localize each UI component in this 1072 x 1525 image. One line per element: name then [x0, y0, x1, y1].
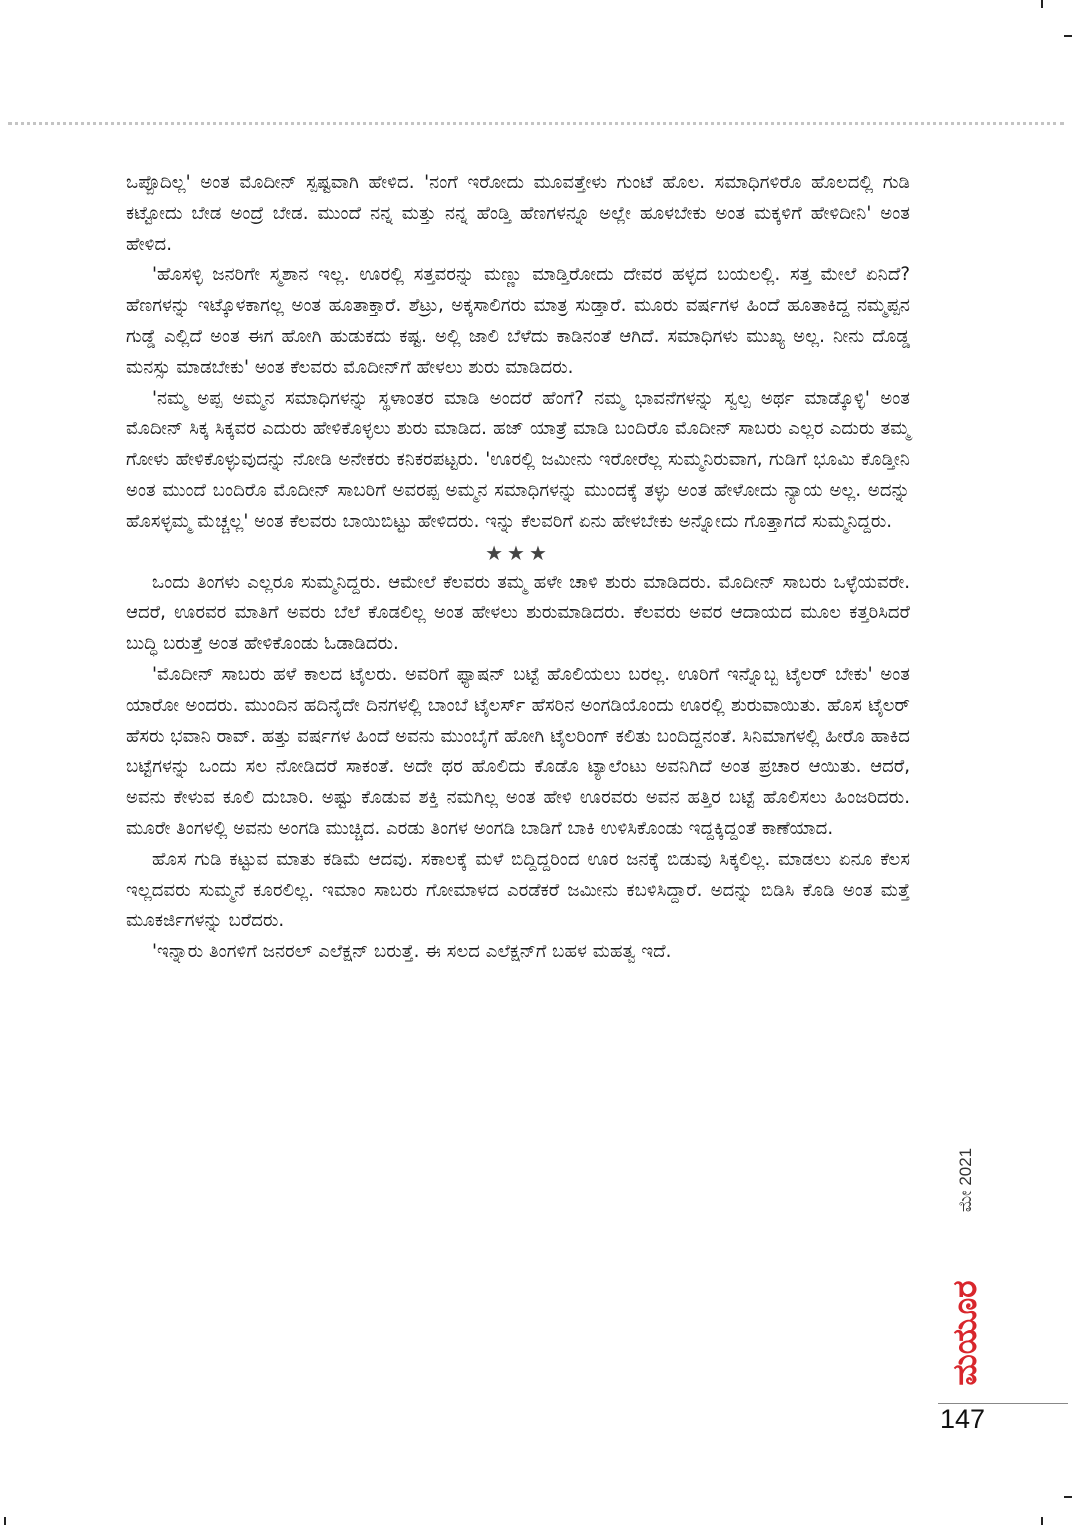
paragraph-5: 'ಮೊದೀನ್ ಸಾಬರು ಹಳೆ ಕಾಲದ ಟೈಲರು. ಅವರಿಗೆ ಫ್ಯಾಷನ್ ಬಟ್ಟೆ ಹೊಲಿಯಲು ಬರಲ್ಲ. ಊರಿಗೆ ಇನ್ನೊಬ್ಬ ಟೈಲರ್ ಬೇಕು' ಅಂತ ಯಾರೋ ಅಂದರು. ಮುಂದಿನ ಹದಿನೈದೇ ದಿನಗಳಲ್ಲಿ ಬಾಂಬೆ ಟೈಲರ್ಸ್ ಹೆಸರಿನ ಅಂಗಡಿಯೊಂದು ಊರಲ್ಲಿ ಶುರುವಾಯಿತು. ಹೊಸ ಟೈಲರ್ ಹೆಸರು ಭವಾನಿ ರಾವ್. ಹತ್ತು ವರ್ಷಗಳ ಹಿಂದೆ ಅವನು ಮುಂಬೈಗೆ ಹೋಗಿ ಟೈಲರಿಂಗ್ ಕಲಿತು ಬಂದಿದ್ದನಂತೆ. ಸಿನಿಮಾಗಳಲ್ಲಿ ಹೀರೊ ಹಾಕಿದ ಬಟ್ಟೆಗಳನ್ನು ಒಂದು ಸಲ ನೋಡಿದರೆ ಸಾಕಂತೆ. ಅದೇ ಥರ ಹೊಲಿದು ಕೊಡೊ ಟ್ಯಾಲೆಂಟು ಅವನಿಗಿದೆ ಅಂತ ಪ್ರಚಾರ ಆಯಿತು. ಆದರೆ, ಅವನು ಕೇಳುವ ಕೂಲಿ ದುಬಾರಿ. ಅಷ್ಟು ಕೊಡುವ ಶಕ್ತಿ ನಮಗಿಲ್ಲ ಅಂತ ಹೇಳಿ ಊರವರು ಅವನ ಹತ್ತಿರ ಬಟ್ಟೆ ಹೊಲಿಸಲು ಹಿಂಜರಿದರು. ಮೂರೇ ತಿಂಗಳಲ್ಲಿ ಅವನು ಅಂಗಡಿ ಮುಚ್ಚಿದ. ಎರಡು ತಿಂಗಳ ಅಂಗಡಿ ಬಾಡಿಗೆ ಬಾಕಿ ಉಳಿಸಿಕೊಂಡು ಇದ್ದಕ್ಕಿದ್ದಂತೆ ಕಾಣೆಯಾದ.	[126, 663, 910, 839]
crop-mark-bottom-right	[1041, 1517, 1043, 1525]
crop-mark-right-top	[1064, 35, 1072, 37]
paragraph-4: ಒಂದು ತಿಂಗಳು ಎಲ್ಲರೂ ಸುಮ್ಮನಿದ್ದರು. ಆಮೇಲೆ ಕೆಲವರು ತಮ್ಮ ಹಳೇ ಚಾಳಿ ಶುರು ಮಾಡಿದರು. ಮೊದೀನ್ ಸಾಬರು ಒಳ್ಳೆಯವರೇ. ಆದರೆ, ಊರವರ ಮಾತಿಗೆ ಅವರು ಬೆಲೆ ಕೊಡಲಿಲ್ಲ ಅಂತ ಹೇಳಲು ಶುರುಮಾಡಿದರು. ಕೆಲವರು ಅವರ ಆದಾಯದ ಮೂಲ ಕತ್ತರಿಸಿದರೆ ಬುದ್ಧಿ ಬರುತ್ತೆ ಅಂತ ಹೇಳಿಕೊಂಡು ಓಡಾಡಿದರು.	[126, 571, 910, 655]
article-body	[126, 168, 910, 968]
paragraph-6: ಹೊಸ ಗುಡಿ ಕಟ್ಟುವ ಮಾತು ಕಡಿಮೆ ಆದವು. ಸಕಾಲಕ್ಕೆ ಮಳೆ ಬಿದ್ದಿದ್ದರಿಂದ ಊರ ಜನಕ್ಕೆ ಬಿಡುವು ಸಿಕ್ಕಲಿಲ್ಲ. ಮಾಡಲು ಏನೂ ಕೆಲಸ ಇಲ್ಲದವರು ಸುಮ್ಮನೆ ಕೂರಲಿಲ್ಲ. ಇಮಾಂ ಸಾಬರು ಗೋಮಾಳದ ಎರಡೆಕರೆ ಜಮೀನು ಕಬಳಿಸಿದ್ದಾರೆ. ಅದನ್ನು ಬಿಡಿಸಿ ಕೊಡಿ ಅಂತ ಮತ್ತೆ ಮೂಕರ್ಜಿಗಳನ್ನು ಬರೆದರು.	[126, 848, 910, 932]
paragraph-2: 'ಹೊಸಳ್ಳಿ ಜನರಿಗೇ ಸ್ಮಶಾನ ಇಲ್ಲ. ಊರಲ್ಲಿ ಸತ್ತವರನ್ನು ಮಣ್ಣು ಮಾಡ್ತಿರೋದು ದೇವರ ಹಳ್ಳದ ಬಯಲಲ್ಲಿ. ಸತ್ತ ಮೇಲೆ ಏನಿದೆ? ಹೆಣಗಳನ್ನು ಇಟ್ಕೊಳಕಾಗಲ್ಲ ಅಂತ ಹೂತಾಕ್ತಾರೆ. ಶೆಟ್ರು, ಅಕ್ಕಸಾಲಿಗರು ಮಾತ್ರ ಸುಡ್ತಾರೆ. ಮೂರು ವರ್ಷಗಳ ಹಿಂದೆ ಹೂತಾಕಿದ್ದ ನಮ್ಮಪ್ಪನ ಗುಡ್ಡೆ ಎಲ್ಲಿದೆ ಅಂತ ಈಗ ಹೋಗಿ ಹುಡುಕದು ಕಷ್ಟ. ಅಲ್ಲಿ ಜಾಲಿ ಬೆಳೆದು ಕಾಡಿನಂತೆ ಆಗಿದೆ. ಸಮಾಧಿಗಳು ಮುಖ್ಯ ಅಲ್ಲ. ನೀನು ದೊಡ್ಡ ಮನಸ್ಸು ಮಾಡಬೇಕು' ಅಂತ ಕೆಲವರು ಮೊದೀನ್‌ಗೆ ಹೇಳಲು ಶುರು ಮಾಡಿದರು.	[126, 264, 910, 378]
issue-date: ಮೇ 2021	[956, 1147, 975, 1213]
crop-mark-right-bottom	[1064, 1496, 1072, 1498]
crop-mark-top-right	[1041, 0, 1043, 8]
paragraph-1: ಒಪ್ಪೊದಿಲ್ಲ' ಅಂತ ಮೊದೀನ್ ಸ್ಪಷ್ಟವಾಗಿ ಹೇಳಿದ. 'ನಂಗೆ ಇರೋದು ಮೂವತ್ತೇಳು ಗುಂಟೆ ಹೊಲ. ಸಮಾಧಿಗಳಿರೊ ಹೊಲದಲ್ಲಿ ಗುಡಿ ಕಟ್ಟೋದು ಬೇಡ ಅಂದ್ರೆ ಬೇಡ. ಮುಂದೆ ನನ್ನ ಮತ್ತು ನನ್ನ ಹೆಂಡ್ತಿ ಹೆಣಗಳನ್ನೂ ಅಲ್ಲೇ ಹೂಳಬೇಕು ಅಂತ ಮಕ್ಕಳಿಗೆ ಹೇಳಿದೀನಿ' ಅಂತ ಹೇಳಿದ.	[126, 172, 910, 255]
magazine-logo: ಮಯೂರ	[945, 1280, 984, 1386]
crop-mark-bottom-left	[4, 1517, 6, 1525]
header-dotted-rule	[8, 122, 1064, 125]
section-separator: ★★★	[485, 540, 551, 565]
paragraph-7: 'ಇನ್ನಾರು ತಿಂಗಳಿಗೆ ಜನರಲ್ ಎಲೆಕ್ಷನ್ ಬರುತ್ತೆ. ಈ ಸಲದ ಎಲೆಕ್ಷನ್‌ಗೆ ಬಹಳ ಮಹತ್ವ ಇದೆ.	[152, 941, 672, 963]
page-number: 147	[940, 1404, 986, 1434]
paragraph-3: 'ನಮ್ಮ ಅಪ್ಪ ಅಮ್ಮನ ಸಮಾಧಿಗಳನ್ನು ಸ್ಥಳಾಂತರ ಮಾಡಿ ಅಂದರೆ ಹೆಂಗೆ? ನಮ್ಮ ಭಾವನೆಗಳನ್ನು ಸ್ವಲ್ಪ ಅರ್ಥ ಮಾಡ್ಕೊಳ್ಳಿ' ಅಂತ ಮೊದೀನ್ ಸಿಕ್ಕ ಸಿಕ್ಕವರ ಎದುರು ಹೇಳಿಕೊಳ್ಳಲು ಶುರು ಮಾಡಿದ. ಹಜ್ ಯಾತ್ರೆ ಮಾಡಿ ಬಂದಿರೊ ಮೊದೀನ್ ಸಾಬರು ಎಲ್ಲರ ಎದುರು ತಮ್ಮ ಗೋಳು ಹೇಳಿಕೊಳ್ಳುವುದನ್ನು ನೋಡಿ ಅನೇಕರು ಕನಿಕರಪಟ್ಟರು. 'ಊರಲ್ಲಿ ಜಮೀನು ಇರೋರೆಲ್ಲ ಸುಮ್ಮನಿರುವಾಗ, ಗುಡಿಗೆ ಭೂಮಿ ಕೊಡ್ತೀನಿ ಅಂತ ಮುಂದೆ ಬಂದಿರೊ ಮೊದೀನ್ ಸಾಬರಿಗೆ ಅವರಪ್ಪ ಅಮ್ಮನ ಸಮಾಧಿಗಳನ್ನು ಮುಂದಕ್ಕೆ ತಳ್ಳು ಅಂತ ಹೇಳೋದು ನ್ಯಾಯ ಅಲ್ಲ. ಅದನ್ನು ಹೊಸಳ್ಳಮ್ಮ ಮೆಚ್ಚಲ್ಲ' ಅಂತ ಕೆಲವರು ಬಾಯಿಬಿಟ್ಟು ಹೇಳಿದರು. ಇನ್ನು ಕೆಲವರಿಗೆ ಏನು ಹೇಳಬೇಕು ಅನ್ನೋದು ಗೊತ್ತಾಗದೆ ಸುಮ್ಮನಿದ್ದರು.	[126, 387, 910, 532]
